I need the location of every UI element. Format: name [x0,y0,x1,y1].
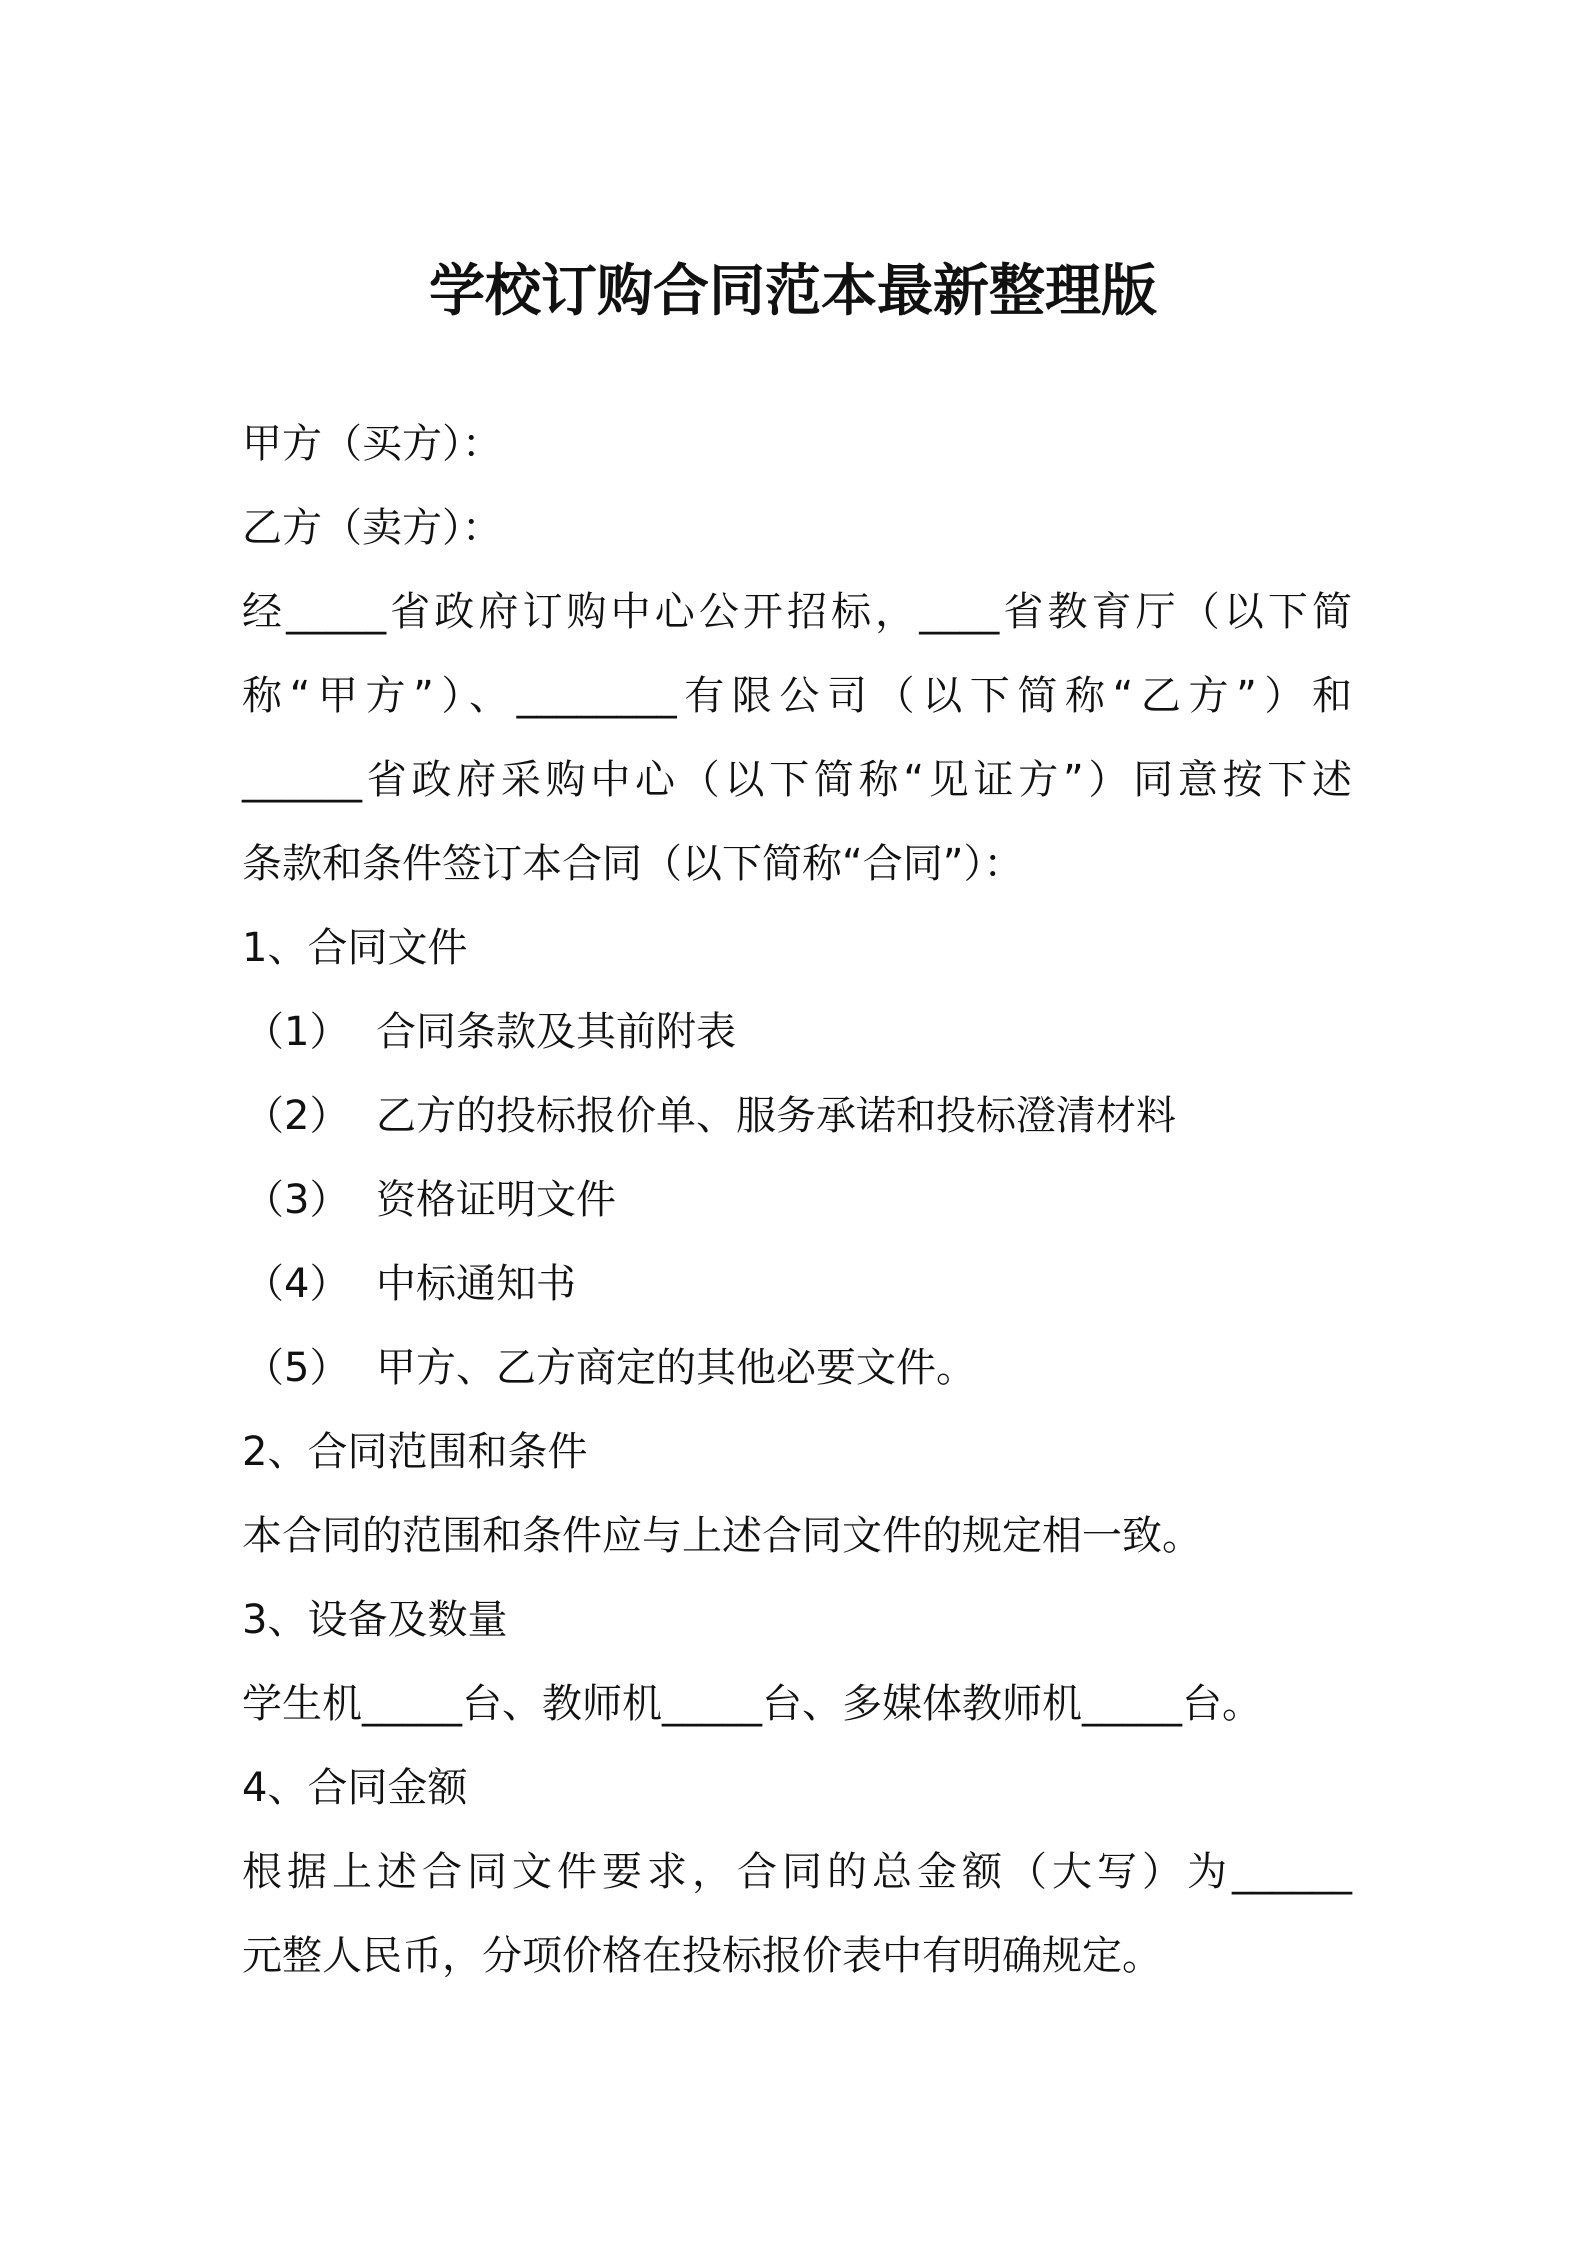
section-3-body: 学生机_____台、教师机_____台、多媒体教师机_____台。 [242,1681,1262,1727]
list-item-number: （2） [244,1093,350,1139]
section-4-body-line-2: 元整人民币，分项价格在投标报价表中有明确规定。 [242,1933,1162,1979]
section-4-heading: 4、合同金额 [242,1765,468,1811]
list-item-text: 甲方、乙方商定的其他必要文件。 [376,1345,976,1391]
list-item-text: 合同条款及其前附表 [376,1009,736,1055]
list-item-text: 乙方的投标报价单、服务承诺和投标澄清材料 [376,1093,1176,1139]
section-2-heading: 2、合同范围和条件 [242,1429,588,1475]
list-item-number: （4） [244,1261,350,1307]
list-item [242,1242,1352,1326]
document-title: 学校订购合同范本最新整理版 [429,259,1157,324]
list-item [242,1158,1352,1242]
list-item [242,1326,1352,1410]
list-item-number: （5） [244,1345,350,1391]
list-item [242,1074,1352,1158]
intro-paragraph-line-2: 称“甲方”）、________有限公司（以下简称“乙方”）和 [242,673,1352,719]
list-item-number: （1） [244,1009,350,1055]
section-1-heading: 1、合同文件 [242,925,468,971]
section-2-body: 本合同的范围和条件应与上述合同文件的规定相一致。 [242,1513,1202,1559]
document-body [242,402,1352,1998]
list-item [242,990,1352,1074]
list-item-number: （3） [244,1177,350,1223]
list-item-text: 资格证明文件 [376,1177,616,1223]
intro-paragraph-line-1: 经_____省政府订购中心公开招标，____省教育厅（以下简 [242,589,1352,635]
intro-paragraph-line-4: 条款和条件签订本合同（以下简称“合同”）： [242,841,1024,887]
party-b-line: 乙方（卖方）： [242,505,502,551]
intro-paragraph-line-3: ______省政府采购中心（以下简称“见证方”）同意按下述 [242,757,1352,803]
list-item-text: 中标通知书 [376,1261,576,1307]
party-a-line: 甲方（买方）： [242,421,502,467]
section-3-heading: 3、设备及数量 [242,1597,508,1643]
section-4-body-line-1: 根据上述合同文件要求，合同的总金额（大写）为______ [242,1849,1352,1895]
